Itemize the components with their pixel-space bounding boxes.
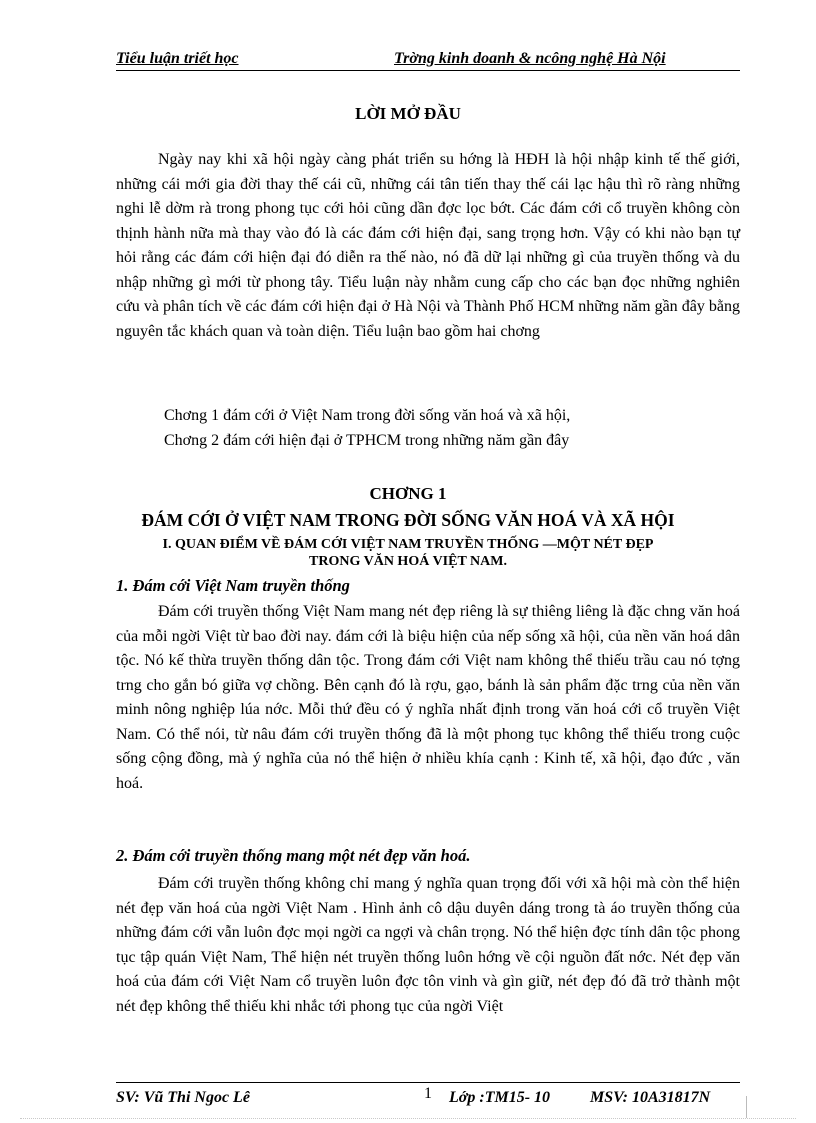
section-title-line-1: I. QUAN ĐIỂM VỀ ĐÁM CỚI VIỆT NAM TRUYỀN THỐNG —MỘT NÉT ĐẸP	[162, 537, 654, 552]
footer-margin-line	[746, 1096, 747, 1118]
page-footer	[116, 1082, 740, 1107]
footer-class: Lớp :TM15- 10	[449, 1089, 551, 1106]
chapter-title: ĐÁM CỚI Ở VIỆT NAM TRONG ĐỜI SỐNG VĂN HOÁ VÀ XÃ HỘI	[141, 510, 675, 530]
page-number: 1	[424, 1085, 432, 1102]
section-1-paragraph: Đám cới truyền thống Việt Nam mang nét đẹp riêng là sự thiêng liêng là đặc chng văn hoá của mỗi ngời Việt từ bao đời nay. đám cới là biệu hiện của nếp sống xã hội, của nền văn hoá dân tộc. Nó kế thừa truyền thống dân tộc. Trong đám cới Việt nam không thể thiếu trầu cau nó tợng trng cho gắn bó giữa vợ chồng. Bên cạnh đó là rợu, gạo, bánh là sản phẩm đặc trng của nền văn minh nông nghiệp lúa nớc. Mỗi thứ đều có ý nghĩa nhất định trong văn hoá cới cổ truyền Việt Nam. Có thể nói, từ nâu đám cới truyền thống đã là một phong tục không thể thiếu trong cuộc sống cộng đồng, mà ý nghĩa của nó thể hiện ở nhiều khía cạnh : Kinh tế, xã hội, đạo đức , văn hoá.	[116, 603, 740, 792]
page-bottom-divider	[20, 1118, 796, 1120]
section-2-heading: 2. Đám cới truyền thống mang một nét đẹp văn hoá.	[116, 846, 471, 865]
section-title-line-2: TRONG VĂN HOÁ VIỆT NAM.	[309, 554, 507, 569]
intro-paragraph: Ngày nay khi xã hội ngày càng phát triển su hớng là HĐH là hội nhập kinh tế thế giới, những cái mới gia đời thay thế cái cũ, những cái tân tiến thay thế cái lạc hậu thì rõ ràng những nghi lễ dờm rà trong phong tục cới hỏi cũng dần đợc lọc bớt. Các đám cới cổ truyền không còn thịnh hành nữa mà thay vào đó là các đám cới hiện đại, sang trọng hơn. Vậy có khi nào bạn tự hỏi rằng các đám cới hiện đại đó diễn ra thế nào, nó đã dữ lại những gì của truyền thống và du nhập những gì mới từ phong tây. Tiểu luận này nhằm cung cấp cho các bạn đọc những nghiên cứu và phân tích về các đám cới hiện đại ở Hà Nội và Thành Phố HCM những năm gần đây bằng nguyên tắc khách quan và toàn diện. Tiểu luận bao gồm hai chơng	[116, 151, 740, 340]
header-left-title: Tiểu luận triết học	[116, 50, 239, 67]
footer-student: SV: Vũ Thi Ngoc Lê	[116, 1089, 250, 1106]
section-2-paragraph: Đám cới truyền thống không chỉ mang ý nghĩa quan trọng đối với xã hội mà còn thể hiện nét đẹp văn hoá của ngời Việt Nam . Hình ảnh cô dậu duyên dáng trong tà áo truyền thống của những đám cới vẫn luôn đợc mọi ngời ca ngợi và chân trọng. Nó thể hiện đợc tính dân tộc phong tục tập quán Việt Nam, Thể hiện nét truyền thống luôn hớng về cội nguồn đất nớc. Nét đẹp văn hoá của đám cới Việt Nam cổ truyền luôn đợc tôn vinh và gìn giữ, nét đẹp đó đã trở thành một nét đẹp không thể thiếu khi nhắc tới phong tục của ngời Việt	[116, 875, 740, 1015]
footer-msv: MSV: 10A31817N	[590, 1089, 711, 1106]
page-header	[116, 48, 740, 71]
section-1-heading: 1. Đám cới Việt Nam truyền thống	[116, 576, 350, 595]
chapter-list-item-2: Chơng 2 đám cới hiện đại ở TPHCM trong những năm gần đây	[164, 432, 570, 449]
intro-title: LỜI MỞ ĐẦU	[355, 104, 461, 123]
chapter-list-item-1: Chơng 1 đám cới ở Việt Nam trong đời sống văn hoá và xã hội,	[164, 407, 571, 424]
chapter-label: CHƠNG 1	[369, 484, 447, 503]
header-right-title: Trờng kinh doanh & ncông nghệ Hà Nội	[394, 50, 666, 67]
